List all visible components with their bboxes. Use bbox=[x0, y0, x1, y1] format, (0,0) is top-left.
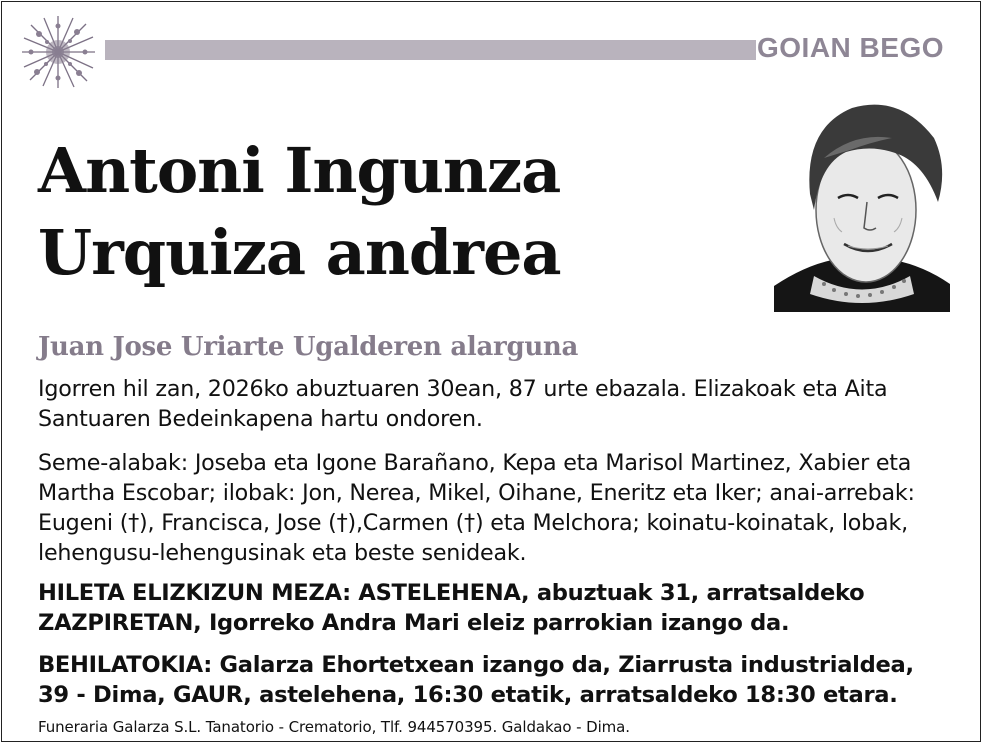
flower-emblem-icon bbox=[17, 12, 99, 92]
funeral-home-footer: Funeraria Galarza S.L. Tanatorio - Crematorio, Tlf. 944570395. Galdakao - Dima. bbox=[38, 718, 630, 736]
spouse-subtitle: Juan Jose Uriarte Ugalderen alarguna bbox=[38, 332, 579, 362]
family-list: Seme-alabak: Joseba eta Igone Barañano, Kepa eta Marisol Martinez, Xabier eta Martha Escobar; ilobak: Jon, Nerea, Mikel, Oihane, Eneritz eta Iker; anai-arrebak: Eugeni (†), Francisca, Jose (†),Carmen (†) eta Melchora; koinatu-koinatak, lobak, lehengusu-lehengusinak eta beste senideak. bbox=[38, 450, 915, 566]
funeral-mass-info: HILETA ELIZKIZUN MEZA: ASTELEHENA, abuztuak 31, arratsaldeko ZAZPIRETAN, Igorreko Andra Mari eleiz parrokian izango da. bbox=[38, 580, 865, 636]
header-band bbox=[105, 40, 756, 60]
wake-info: BEHILATOKIA: Galarza Ehortetxean izango da, Ziarrusta industrialdea, 39 - Dima, GAUR, astelehena, 16:30 etatik, arratsaldeko 18:30 etara. bbox=[38, 652, 914, 708]
obituary-frame bbox=[1, 1, 981, 742]
name-line-1: Antoni Ingunza bbox=[38, 134, 561, 207]
name-line-2: Urquiza andrea bbox=[38, 216, 561, 289]
portrait-photo-icon bbox=[774, 98, 950, 312]
header-label: GOIAN BEGO bbox=[756, 32, 944, 63]
deceased-name bbox=[38, 130, 678, 294]
death-announcement: Igorren hil zan, 2026ko abuztuaren 30ean, 87 urte ebazala. Elizakoak eta Aita Santuaren Bedeinkapena hartu ondoren. bbox=[38, 376, 888, 432]
